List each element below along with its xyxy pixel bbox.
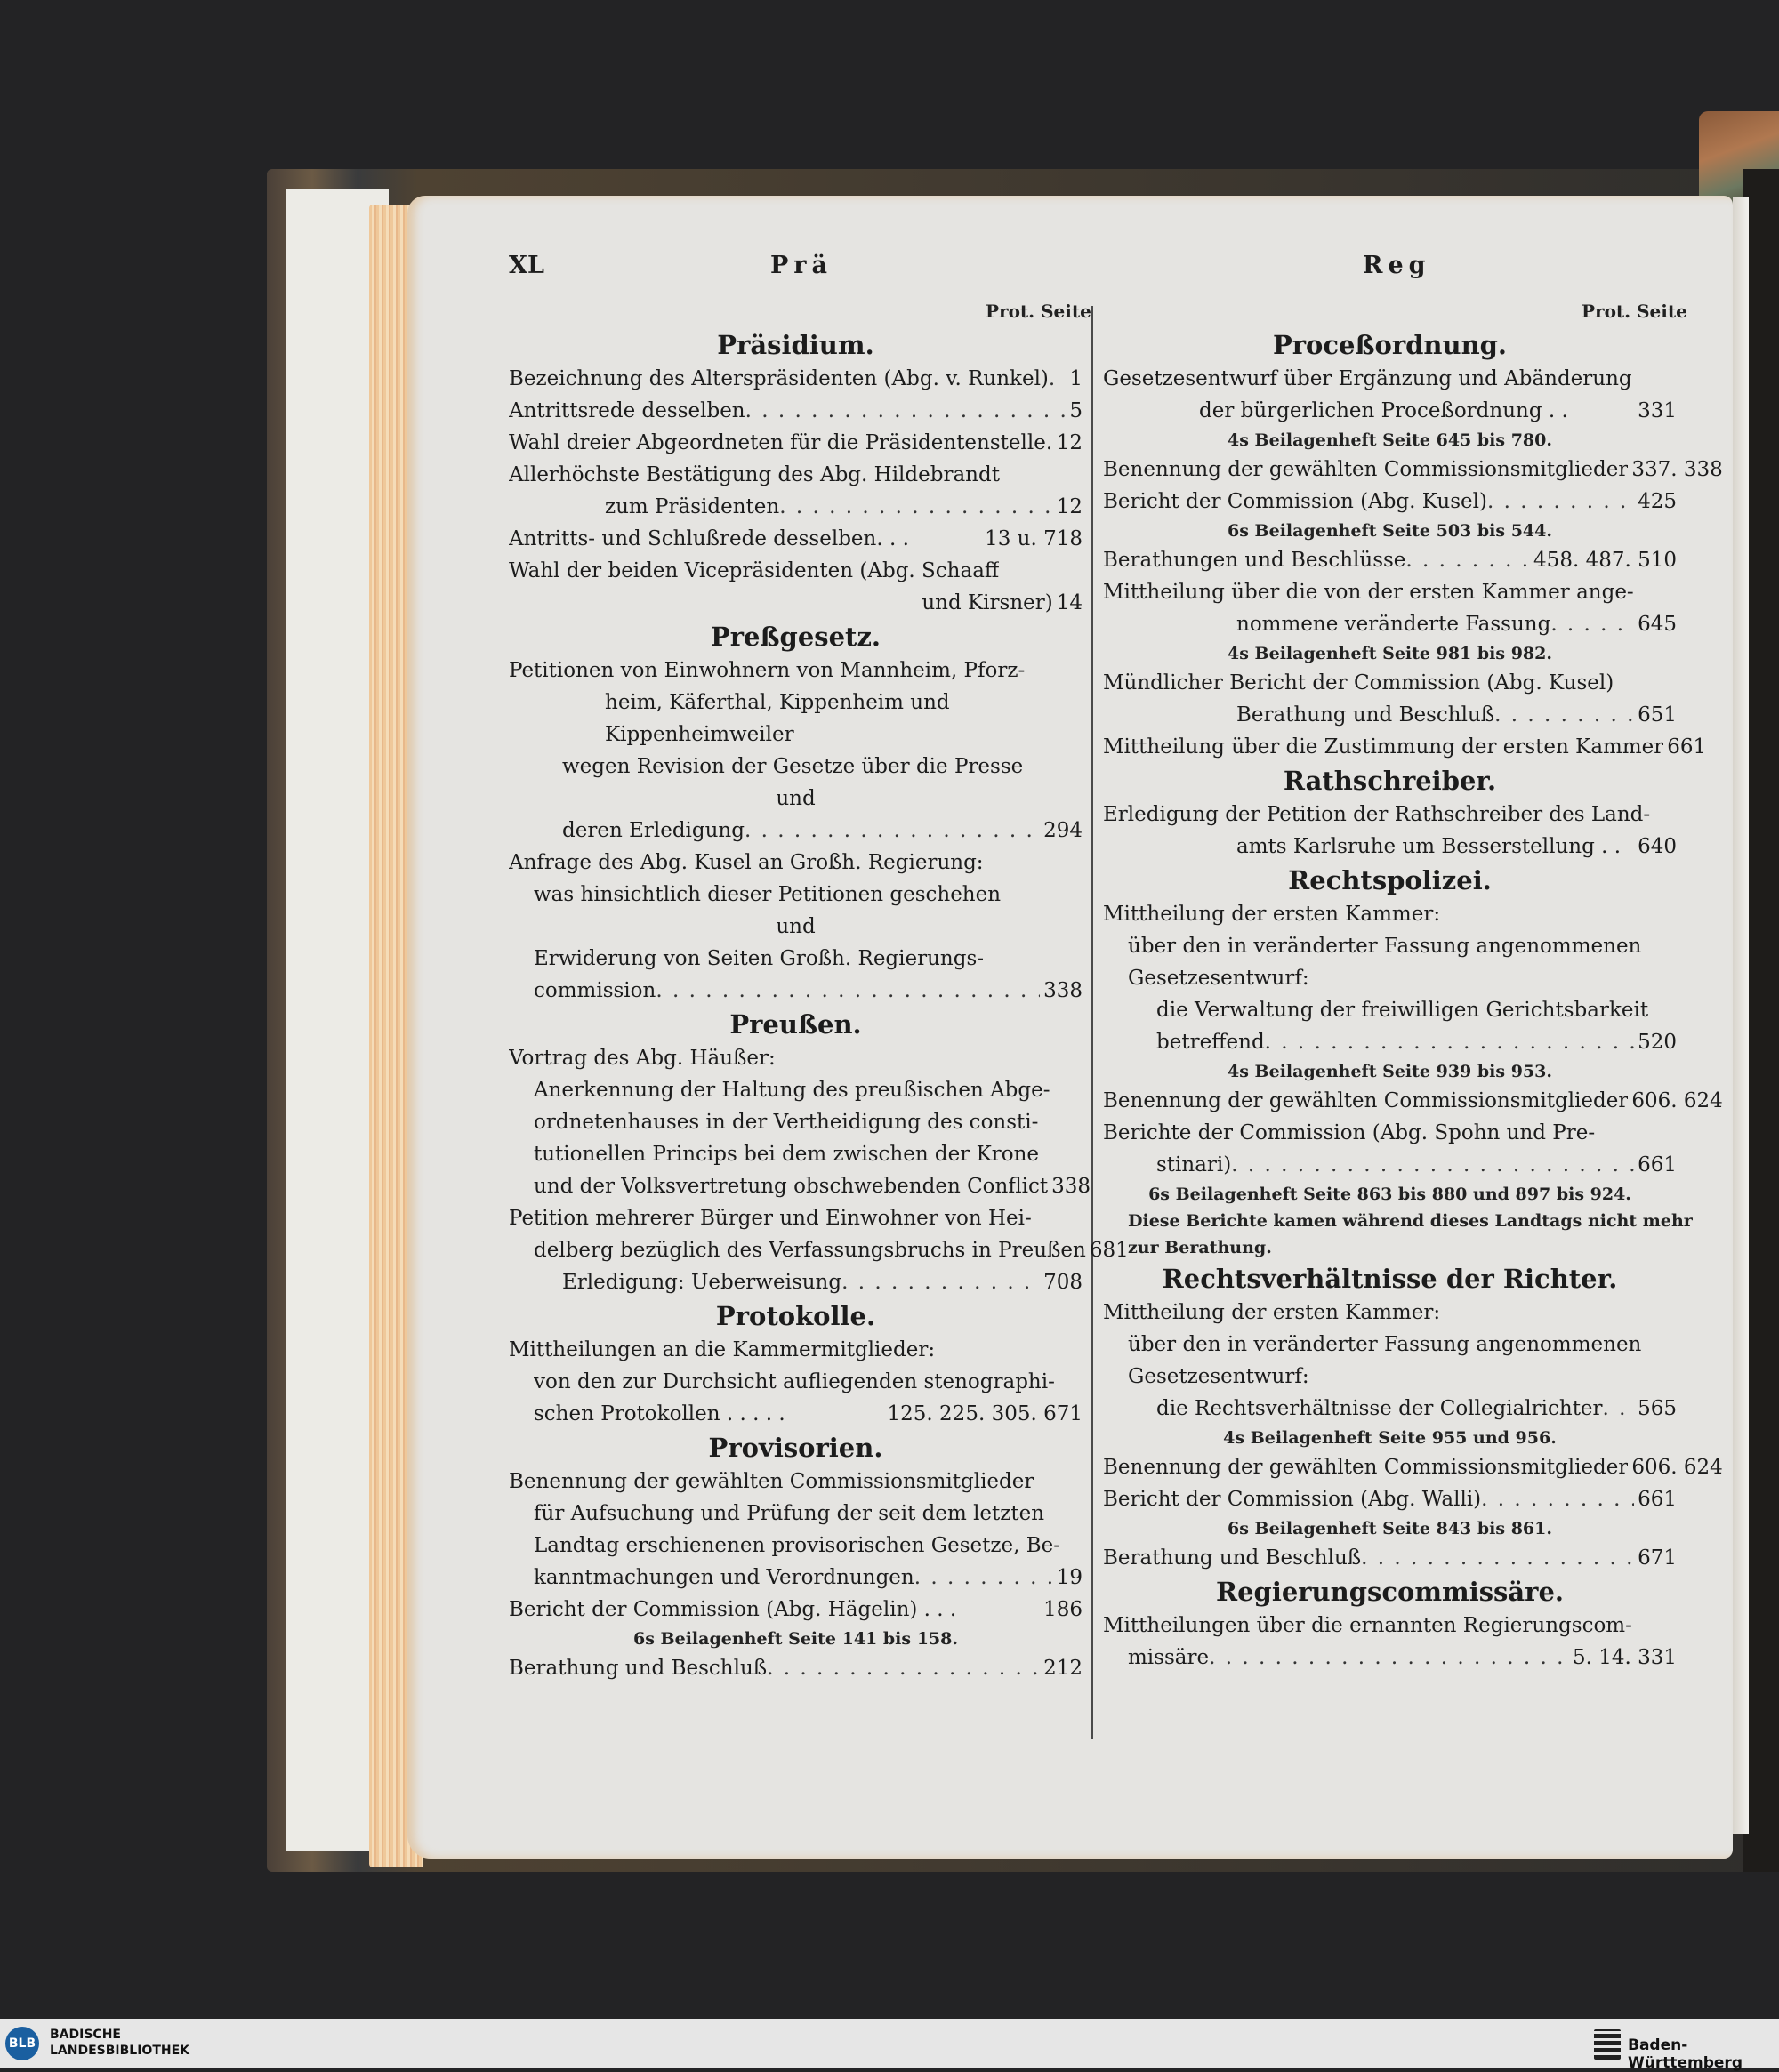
index-entry: Mittheilung der ersten Kammer: [1103,1301,1441,1324]
index-entry: und [776,915,816,938]
index-entry: Mittheilung über die von der ersten Kammer ange- [1103,581,1634,604]
index-entry: Benennung der gewählten Commissionsmitglieder 337. 338 [1103,458,1723,481]
supplement-note: 6s Beilagenheft Seite 503 bis 544. [1228,521,1552,541]
index-entry: Benennung der gewählten Commissionsmitglieder 606. 624 [1103,1456,1723,1479]
index-entry: Erledigung: Ueberweisung . . . 708 [509,1266,1083,1298]
index-entry: stinari) . . . 661 [1103,1149,1677,1181]
index-entry: Vortrag des Abg. Häußer: [509,1047,776,1070]
index-entry: Berathungen und Beschlüsse . . . 458. 487. 510 [1103,544,1677,576]
index-entry: Benennung der gewählten Commissionsmitglieder 606. 624 [1103,1089,1723,1112]
index-entry: Bezeichnung des Alterspräsidenten (Abg. v. Runkel) . . . 1 [509,363,1083,395]
supplement-note: 4s Beilagenheft Seite 981 bis 982. [1228,644,1552,663]
index-entry: Anerkennung der Haltung des preußischen Abge- [534,1079,1050,1102]
section-title: Protokolle. [715,1301,876,1331]
index-entry: Gesetzesentwurf: [1128,967,1309,990]
index-entry: über den in veränderter Fassung angenommenen [1128,1333,1642,1356]
index-entry: Mündlicher Bericht der Commission (Abg. Kusel) [1103,671,1614,695]
running-head-left: Prä [770,252,833,279]
remark-note: Diese Berichte kamen während dieses Landtags nicht mehr [1128,1211,1693,1231]
index-entry: Mittheilung über die Zustimmung der ersten Kammer 661 [1103,735,1707,759]
book-spine [1743,169,1779,1872]
index-entry: Wahl der beiden Vicepräsidenten (Abg. Schaaff [509,559,1000,582]
index-entry: Gesetzesentwurf: [1128,1365,1309,1388]
index-entry: Wahl dreier Abgeordneten für die Präsidentenstelle. . . . 12 [509,427,1083,459]
section-title: Preßgesetz. [710,622,881,652]
column-header-left: Prot. Seite [986,301,1091,322]
section-title: Regierungscommissäre. [1215,1577,1564,1607]
index-entry: über den in veränderter Fassung angenommenen [1128,935,1642,958]
index-entry: Gesetzesentwurf über Ergänzung und Abänderung [1103,367,1632,390]
section-title: Präsidium. [717,330,874,360]
index-entry: der bürgerlichen Proceßordnung . . 331 [1199,399,1677,422]
index-entry: Berathung und Beschluß . . . 212 [509,1652,1083,1684]
index-entry: von den zur Durchsicht aufliegenden stenographi- [534,1370,1055,1393]
index-entry: die Verwaltung der freiwilligen Gerichtsbarkeit [1156,999,1649,1022]
index-entry: Anfrage des Abg. Kusel an Großh. Regierung: [509,851,984,874]
index-entry: kanntmachungen und Verordnungen . . . 19 [509,1562,1083,1594]
index-entry: Kippenheimweiler [605,723,794,746]
index-entry: Mittheilungen über die ernannten Regierungscom- [1103,1614,1632,1637]
column-divider [1091,306,1093,1739]
index-entry: schen Protokollen . . . . . 125. 225. 305. 671 [534,1402,1083,1426]
index-entry: commission . . . 338 [509,975,1083,1007]
index-entry: amts Karlsruhe um Besserstellung . . 640 [1236,835,1677,858]
supplement-note: 6s Beilagenheft Seite 141 bis 158. [633,1629,958,1649]
index-entry: nommene veränderte Fassung . . . 645 [1103,608,1677,640]
index-entry: Petition mehrerer Bürger und Einwohner von Hei- [509,1207,1032,1230]
index-entry: Mittheilung der ersten Kammer: [1103,903,1441,926]
section-title: Preußen. [729,1009,862,1040]
index-entry: Erwiderung von Seiten Großh. Regierungs- [534,947,985,970]
supplement-note: 4s Beilagenheft Seite 955 und 956. [1223,1428,1557,1448]
index-entry: ordnetenhauses in der Vertheidigung des consti- [534,1111,1039,1134]
state-name[interactable]: Baden-Württemberg [1628,2036,1743,2072]
index-entry: und der Volksvertretung obschwebenden Conflict 338 [534,1175,1091,1198]
library-name-line2: LANDESBIBLIOTHEK [50,2044,190,2058]
right-column [1103,327,1723,1674]
index-entry: Bericht der Commission (Abg. Hägelin) . . . 186 [509,1598,1083,1621]
index-entry: betreffend . . . 520 [1103,1026,1677,1058]
index-entry: Benennung der gewählten Commissionsmitglieder [509,1470,1034,1493]
right-page-edge [1733,197,1749,1834]
section-title: Proceßordnung. [1272,330,1508,360]
index-entry: für Aufsuchung und Prüfung der seit dem letzten [534,1502,1045,1525]
index-entry: tutionellen Princips bei dem zwischen der Krone [534,1143,1040,1166]
index-entry: wegen Revision der Gesetze über die Presse [562,755,1024,778]
state-emblem-icon [1594,2029,1621,2060]
supplement-note: 6s Beilagenheft Seite 843 bis 861. [1228,1519,1552,1538]
page-number: XL [509,252,544,279]
supplement-note: 6s Beilagenheft Seite 863 bis 880 und 897 bis 924. [1148,1185,1631,1204]
section-title: Rechtspolizei. [1288,865,1492,895]
index-entry: Bericht der Commission (Abg. Kusel) . . . 425 [1103,486,1677,518]
index-entry: heim, Käferthal, Kippenheim und [605,691,950,714]
index-entry: Antrittsrede desselben . . . 5 [509,395,1083,427]
column-header-right: Prot. Seite [1582,301,1687,322]
library-name-line1: BADISCHE [50,2028,121,2042]
index-entry: Petitionen von Einwohnern von Mannheim, Pforz- [509,659,1026,682]
index-entry: Berathung und Beschluß . . . 651 [1103,699,1677,731]
index-entry: delberg bezüglich des Verfassungsbruchs in Preußen 681 [534,1239,1129,1262]
blb-logo-icon[interactable]: BLB [5,2027,39,2060]
index-entry: Bericht der Commission (Abg. Walli) . . . 661 [1103,1483,1677,1515]
index-entry: zum Präsidenten . . . 12 [509,491,1083,523]
index-entry: Allerhöchste Bestätigung des Abg. Hildebrandt [509,463,1000,486]
running-head-right: Reg [1363,252,1431,279]
index-entry: deren Erledigung . . . 294 [509,815,1083,847]
index-entry: missäre . . . 5. 14. 331 [1103,1642,1677,1674]
left-column [509,327,1129,1684]
section-title: Rathschreiber. [1283,766,1497,796]
index-entry: und [776,787,816,810]
section-title: Provisorien. [708,1433,883,1463]
section-title: Rechtsverhältnisse der Richter. [1162,1264,1618,1294]
footer-bar [0,2019,1779,2068]
supplement-note: 4s Beilagenheft Seite 645 bis 780. [1228,430,1552,450]
index-entry: die Rechtsverhältnisse der Collegialrichter . . . 565 [1103,1393,1677,1425]
index-entry: Erledigung der Petition der Rathschreiber des Land- [1103,803,1651,826]
index-entry: Berathung und Beschluß . . . 671 [1103,1542,1677,1574]
index-entry: Mittheilungen an die Kammermitglieder: [509,1338,936,1361]
index-entry: Berichte der Commission (Abg. Spohn und Pre- [1103,1121,1596,1144]
supplement-note: 4s Beilagenheft Seite 939 bis 953. [1228,1062,1552,1081]
index-entry: und Kirsner) 14 [922,591,1083,614]
index-entry: was hinsichtlich dieser Petitionen geschehen [534,883,1002,906]
index-entry: Antritts- und Schlußrede desselben. . . 13 u. 718 [509,527,1083,550]
index-entry: Landtag erschienenen provisorischen Gesetze, Be- [534,1534,1060,1557]
remark-note: zur Berathung. [1128,1238,1272,1257]
